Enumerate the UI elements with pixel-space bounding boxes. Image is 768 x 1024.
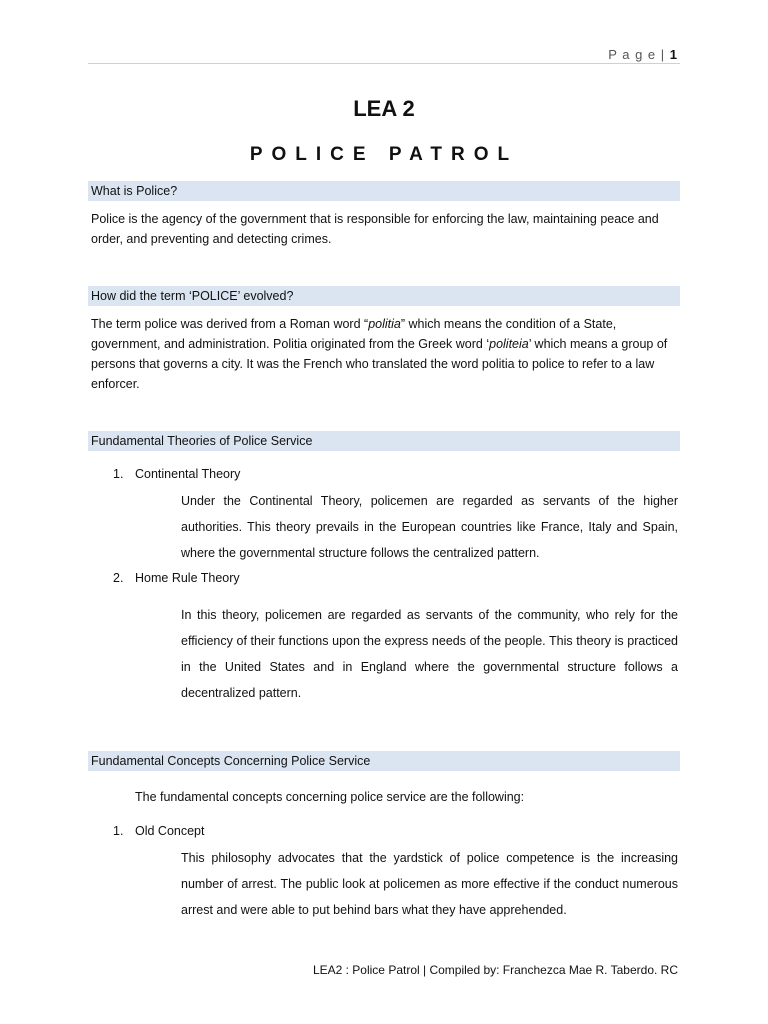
list-number: 1. <box>113 824 124 838</box>
page-label: P a g e | <box>608 47 666 62</box>
list-item-description: Under the Continental Theory, policemen are regarded as servants of the higher authorities. This theory prevails in the European countries like France, Italy and Spain, where the governmental structure follows the centralized pattern. <box>181 494 678 560</box>
document-subtitle: POLICE PATROL <box>249 144 519 165</box>
list-item-title <box>113 571 240 585</box>
section-heading-what-is-police: What is Police? <box>88 181 680 201</box>
text-segment: The term police was derived from a Roman word “ <box>91 317 369 331</box>
italic-word-politeia: politeia <box>489 337 529 351</box>
list-title: Continental Theory <box>135 467 241 481</box>
list-item-description: This philosophy advocates that the yardstick of police competence is the increasing number of arrest. The public look at policemen as more effective if the conduct numerous arrest and were able to put behind bars what they have apprehended. <box>181 851 678 917</box>
section-heading-term-evolved: How did the term ‘POLICE’ evolved? <box>88 286 680 306</box>
list-item-description: In this theory, policemen are regarded as servants of the community, who rely for the efficiency of their functions upon the express needs of the people. This theory is practiced in the United States and in England where the governmental structure follows a decentralized pattern. <box>181 608 678 700</box>
document-title: LEA 2 <box>353 96 415 121</box>
page-header <box>608 47 678 62</box>
list-number: 1. <box>113 467 124 481</box>
list-title: Old Concept <box>135 824 205 838</box>
paragraph-term-evolved <box>91 314 676 394</box>
section-heading-theories: Fundamental Theories of Police Service <box>88 431 680 451</box>
list-item-title <box>113 824 204 838</box>
paragraph-what-is-police: Police is the agency of the government that is responsible for enforcing the law, maintaining peace and order, and preventing and detecting crimes. <box>91 212 659 246</box>
header-divider <box>88 63 680 64</box>
text-segment: ” which means the condition of a State, government, and administration. Politia originated from the Greek word ‘ <box>91 317 617 351</box>
section-heading-concepts: Fundamental Concepts Concerning Police Service <box>88 751 680 771</box>
italic-word-politia: politia <box>368 317 401 331</box>
paragraph-concepts-intro: The fundamental concepts concerning police service are the following: <box>135 790 525 804</box>
list-number: 2. <box>113 571 124 585</box>
list-item-title <box>113 467 240 481</box>
list-title: Home Rule Theory <box>135 571 240 585</box>
page-footer: LEA2 : Police Patrol | Compiled by: Franchezca Mae R. Taberdo. RC <box>312 963 678 977</box>
page-number: 1 <box>669 47 678 62</box>
text-segment: ’ which means a group of persons that governs a city. It was the French who translated the word politia to police to refer to a law enforcer. <box>91 337 668 391</box>
